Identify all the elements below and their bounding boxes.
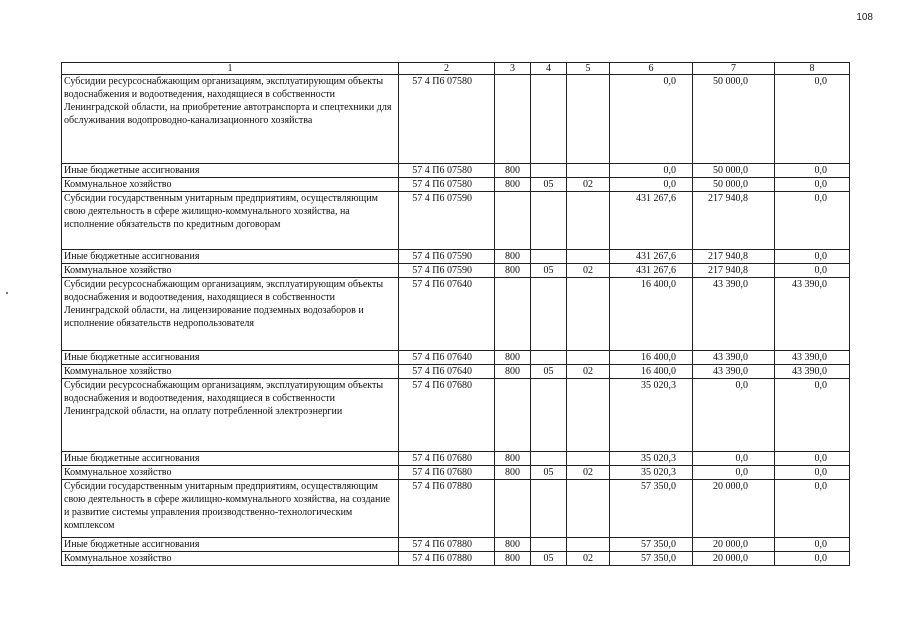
cell-name: Коммунальное хозяйство <box>62 178 399 192</box>
table-row <box>62 178 850 192</box>
cell-amount-8: 0,0 <box>775 178 850 192</box>
cell-subsection: 02 <box>567 365 610 379</box>
cell-subsection <box>567 379 610 452</box>
cell-target-code: 57 4 П6 07590 <box>399 250 495 264</box>
cell-amount-8: 0,0 <box>775 538 850 552</box>
cell-amount-8: 43 390,0 <box>775 365 850 379</box>
cell-section <box>531 351 567 365</box>
cell-expense-type: 800 <box>495 552 531 566</box>
cell-expense-type: 800 <box>495 365 531 379</box>
cell-target-code: 57 4 П6 07580 <box>399 164 495 178</box>
cell-amount-6: 0,0 <box>610 75 693 164</box>
cell-subsection <box>567 351 610 365</box>
cell-subsection <box>567 75 610 164</box>
cell-amount-7: 217 940,8 <box>693 264 775 278</box>
cell-expense-type <box>495 75 531 164</box>
cell-name: Субсидии ресурсоснабжающим организациям, эксплуатирующим объекты водоснабжения и водоотведения, находящиеся в собственности Ленинградской области, на лицензирование подземных водозаборов и исполнение обязательств недропользователя <box>62 278 399 351</box>
cell-amount-8: 0,0 <box>775 264 850 278</box>
table-row <box>62 192 850 250</box>
cell-section <box>531 452 567 466</box>
cell-amount-6: 0,0 <box>610 164 693 178</box>
cell-amount-7: 217 940,8 <box>693 192 775 250</box>
cell-amount-8: 0,0 <box>775 480 850 538</box>
header-col-7: 7 <box>693 63 775 75</box>
table-row <box>62 379 850 452</box>
cell-section <box>531 480 567 538</box>
scan-speck <box>6 292 8 294</box>
table-row <box>62 75 850 164</box>
cell-section: 05 <box>531 264 567 278</box>
cell-section <box>531 379 567 452</box>
table-row <box>62 452 850 466</box>
budget-table <box>61 62 850 566</box>
cell-section <box>531 278 567 351</box>
cell-amount-7: 20 000,0 <box>693 538 775 552</box>
cell-amount-8: 0,0 <box>775 250 850 264</box>
cell-section <box>531 192 567 250</box>
cell-subsection <box>567 480 610 538</box>
cell-target-code: 57 4 П6 07880 <box>399 552 495 566</box>
cell-target-code: 57 4 П6 07680 <box>399 452 495 466</box>
header-row <box>62 63 850 75</box>
cell-expense-type: 800 <box>495 250 531 264</box>
cell-amount-6: 16 400,0 <box>610 365 693 379</box>
cell-subsection <box>567 452 610 466</box>
cell-expense-type <box>495 379 531 452</box>
cell-target-code: 57 4 П6 07640 <box>399 278 495 351</box>
cell-name: Иные бюджетные ассигнования <box>62 452 399 466</box>
cell-name: Коммунальное хозяйство <box>62 466 399 480</box>
cell-section: 05 <box>531 178 567 192</box>
cell-target-code: 57 4 П6 07590 <box>399 192 495 250</box>
cell-expense-type: 800 <box>495 178 531 192</box>
cell-amount-8: 0,0 <box>775 452 850 466</box>
cell-section <box>531 164 567 178</box>
cell-target-code: 57 4 П6 07640 <box>399 351 495 365</box>
cell-amount-6: 57 350,0 <box>610 480 693 538</box>
cell-name: Коммунальное хозяйство <box>62 264 399 278</box>
cell-expense-type <box>495 192 531 250</box>
cell-target-code: 57 4 П6 07640 <box>399 365 495 379</box>
cell-subsection <box>567 192 610 250</box>
cell-subsection <box>567 538 610 552</box>
cell-name: Субсидии ресурсоснабжающим организациям, эксплуатирующим объекты водоснабжения и водоотведения, находящиеся в собственности Ленинградской области, на приобретение автотранспорта и спецтехники для обслуживания водопроводно-канализационного хозяйства <box>62 75 399 164</box>
cell-amount-6: 431 267,6 <box>610 264 693 278</box>
cell-amount-7: 0,0 <box>693 379 775 452</box>
cell-expense-type: 800 <box>495 351 531 365</box>
cell-name: Коммунальное хозяйство <box>62 365 399 379</box>
table-row <box>62 365 850 379</box>
cell-amount-7: 217 940,8 <box>693 250 775 264</box>
table-row <box>62 351 850 365</box>
cell-amount-6: 57 350,0 <box>610 552 693 566</box>
cell-amount-7: 43 390,0 <box>693 278 775 351</box>
cell-target-code: 57 4 П6 07580 <box>399 178 495 192</box>
cell-amount-7: 43 390,0 <box>693 351 775 365</box>
cell-subsection <box>567 250 610 264</box>
cell-expense-type: 800 <box>495 466 531 480</box>
cell-section: 05 <box>531 552 567 566</box>
cell-amount-7: 0,0 <box>693 466 775 480</box>
cell-target-code: 57 4 П6 07680 <box>399 379 495 452</box>
cell-amount-6: 35 020,3 <box>610 452 693 466</box>
cell-amount-7: 0,0 <box>693 452 775 466</box>
cell-subsection: 02 <box>567 466 610 480</box>
cell-amount-7: 50 000,0 <box>693 164 775 178</box>
table-row <box>62 538 850 552</box>
table-row <box>62 552 850 566</box>
cell-subsection: 02 <box>567 264 610 278</box>
cell-name: Иные бюджетные ассигнования <box>62 250 399 264</box>
cell-section <box>531 250 567 264</box>
cell-expense-type: 800 <box>495 538 531 552</box>
cell-amount-8: 0,0 <box>775 379 850 452</box>
cell-expense-type <box>495 278 531 351</box>
cell-expense-type: 800 <box>495 164 531 178</box>
cell-amount-8: 0,0 <box>775 75 850 164</box>
header-col-8: 8 <box>775 63 850 75</box>
cell-amount-6: 35 020,3 <box>610 379 693 452</box>
cell-subsection: 02 <box>567 178 610 192</box>
header-col-4: 4 <box>531 63 567 75</box>
cell-amount-8: 0,0 <box>775 192 850 250</box>
cell-amount-6: 16 400,0 <box>610 278 693 351</box>
cell-name: Субсидии государственным унитарным предприятиям, осуществляющим свою деятельность в сфере жилищно-коммунального хозяйства, на исполнение обязательств по кредитным договорам <box>62 192 399 250</box>
cell-target-code: 57 4 П6 07680 <box>399 466 495 480</box>
cell-subsection <box>567 278 610 351</box>
cell-amount-6: 431 267,6 <box>610 250 693 264</box>
table-row <box>62 250 850 264</box>
cell-amount-8: 43 390,0 <box>775 351 850 365</box>
cell-subsection <box>567 164 610 178</box>
header-col-5: 5 <box>567 63 610 75</box>
page-number: 108 <box>856 12 873 23</box>
header-col-1: 1 <box>62 63 399 75</box>
cell-amount-7: 20 000,0 <box>693 480 775 538</box>
cell-amount-7: 43 390,0 <box>693 365 775 379</box>
cell-amount-8: 0,0 <box>775 552 850 566</box>
cell-section: 05 <box>531 466 567 480</box>
table-row <box>62 264 850 278</box>
table-row <box>62 278 850 351</box>
cell-name: Субсидии ресурсоснабжающим организациям, эксплуатирующим объекты водоснабжения и водоотведения, находящиеся в собственности Ленинградской области, на оплату потребленной электроэнергии <box>62 379 399 452</box>
cell-amount-7: 20 000,0 <box>693 552 775 566</box>
cell-name: Коммунальное хозяйство <box>62 552 399 566</box>
table-row <box>62 480 850 538</box>
cell-amount-8: 0,0 <box>775 164 850 178</box>
header-col-2: 2 <box>399 63 495 75</box>
cell-target-code: 57 4 П6 07880 <box>399 480 495 538</box>
cell-section: 05 <box>531 365 567 379</box>
cell-amount-6: 0,0 <box>610 178 693 192</box>
cell-amount-6: 16 400,0 <box>610 351 693 365</box>
cell-amount-7: 50 000,0 <box>693 178 775 192</box>
cell-subsection: 02 <box>567 552 610 566</box>
header-col-6: 6 <box>610 63 693 75</box>
cell-name: Иные бюджетные ассигнования <box>62 351 399 365</box>
cell-amount-6: 431 267,6 <box>610 192 693 250</box>
cell-expense-type: 800 <box>495 264 531 278</box>
cell-target-code: 57 4 П6 07880 <box>399 538 495 552</box>
cell-name: Иные бюджетные ассигнования <box>62 164 399 178</box>
cell-name: Иные бюджетные ассигнования <box>62 538 399 552</box>
cell-expense-type: 800 <box>495 452 531 466</box>
header-col-3: 3 <box>495 63 531 75</box>
cell-target-code: 57 4 П6 07590 <box>399 264 495 278</box>
cell-amount-6: 57 350,0 <box>610 538 693 552</box>
cell-expense-type <box>495 480 531 538</box>
cell-name: Субсидии государственным унитарным предприятиям, осуществляющим свою деятельность в сфере жилищно-коммунального хозяйства, на создание и развитие системы управления производственно-технологическим комплексом <box>62 480 399 538</box>
cell-amount-8: 43 390,0 <box>775 278 850 351</box>
table-row <box>62 164 850 178</box>
cell-amount-8: 0,0 <box>775 466 850 480</box>
table-row <box>62 466 850 480</box>
cell-target-code: 57 4 П6 07580 <box>399 75 495 164</box>
cell-amount-7: 50 000,0 <box>693 75 775 164</box>
cell-section <box>531 75 567 164</box>
cell-section <box>531 538 567 552</box>
cell-amount-6: 35 020,3 <box>610 466 693 480</box>
